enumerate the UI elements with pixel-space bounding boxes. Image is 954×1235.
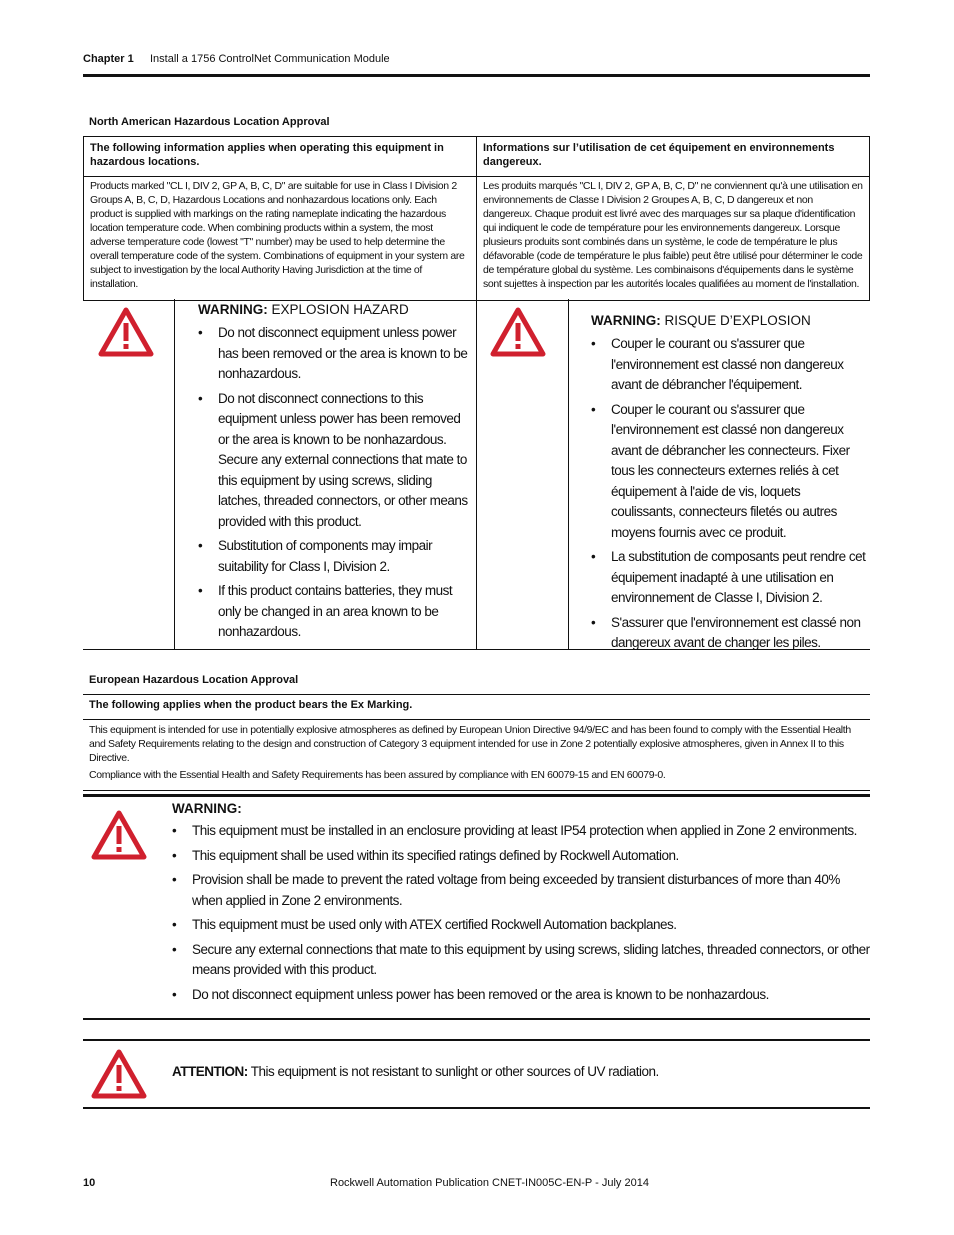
divider xyxy=(174,299,175,649)
attention-block xyxy=(83,1041,870,1108)
warning-subject: EXPLOSION HAZARD xyxy=(267,302,409,317)
warning-title xyxy=(172,801,872,816)
rule xyxy=(83,1018,870,1020)
list-item: • This equipment must be installed in an enclosure providing at least IP54 protection when applied in Zone 2 environments. xyxy=(172,823,857,838)
list-item: • Secure any external connections that mate to this equipment by using screws, sliding latches, threaded connectors, or other means provided with this product. xyxy=(172,941,870,977)
page-header xyxy=(83,53,870,77)
warning-triangle-icon xyxy=(91,810,147,860)
warning-subject: RISQUE D’EXPLOSION xyxy=(660,313,811,328)
warning-triangle-icon xyxy=(490,307,546,357)
warning-label: WARNING: xyxy=(172,801,242,816)
warning-label: WARNING: xyxy=(591,313,661,328)
eu-subheading: The following applies when the product bears the Ex Marking. xyxy=(83,695,870,720)
warning-list xyxy=(198,323,473,643)
warning-triangle-icon xyxy=(91,1049,147,1099)
eu-warning-content xyxy=(172,801,872,1009)
attention-message: This equipment is not resistant to sunlight or other sources of UV radiation. xyxy=(247,1064,659,1079)
list-item: • Couper le courant ou s'assurer que l'environnement est classé non dangereux avant de débrancher l'équipement. xyxy=(591,336,844,392)
list-item: • This equipment shall be used within its specified ratings defined by Rockwell Automation. xyxy=(172,847,679,863)
attention-label: ATTENTION: xyxy=(172,1064,248,1079)
eu-paragraph-2: Compliance with the Essential Health and Safety Requirements has been assured by compliance with EN 60079-15 and EN 60079-0. xyxy=(89,769,666,781)
warning-list xyxy=(591,334,867,654)
list-item: • Couper le courant ou s'assurer que l'environnement est classé non dangereux avant de débrancher les connecteurs. Fixer tous les connecteurs externes reliés à cet équipement à l'aide de vis, loquets coulissants, connecteurs filetés ou autres moyens fournis avec ce produit. xyxy=(591,401,850,540)
divider xyxy=(568,299,569,649)
chapter-title: Install a 1756 ControlNet Communication Module xyxy=(150,53,390,65)
na-fr-header: Informations sur l’utilisation de cet équipement en environnements dangereux. xyxy=(477,137,870,177)
eu-approval-heading: European Hazardous Location Approval xyxy=(89,674,299,686)
page-number: 10 xyxy=(83,1177,96,1189)
na-approval-heading: North American Hazardous Location Approval xyxy=(89,116,330,128)
list-item: • Substitution of components may impair suitability for Class I, Division 2. xyxy=(198,538,433,574)
na-en-header: The following information applies when operating this equipment in hazardous locations. xyxy=(84,137,477,177)
list-item: • La substitution de composants peut rendre cet équipement inadapté à une utilisation en environnement de Classe I, Division 2. xyxy=(591,549,866,605)
na-approval-table xyxy=(83,136,870,301)
list-item: • Do not disconnect equipment unless power has been removed or the area is known to be nonhazardous. xyxy=(172,986,769,1002)
na-fr-warning xyxy=(591,313,867,658)
chapter-label: Chapter 1 xyxy=(83,53,134,65)
list-item: • Do not disconnect equipment unless power has been removed or the area is known to be nonhazardous. xyxy=(198,325,468,381)
list-item: • Provision shall be made to prevent the rated voltage from being exceeded by transient disturbances of more than 40% when applied in Zone 2 environments. xyxy=(172,872,840,908)
list-item: • If this product contains batteries, they must only be changed in an area known to be nonhazardous. xyxy=(198,583,453,639)
divider xyxy=(476,299,477,649)
warning-title xyxy=(591,313,867,328)
na-en-body: Products marked "CL I, DIV 2, GP A, B, C, D" are suitable for use in Class I Division 2 Groups A, B, C, D, Hazardous Locations and nonhazardous locations only. Each product is supplied with markings on the rating nameplate indicating the hazardous location temperature code. When combining products within a system, the most adverse temperature code (lowest "T" number) may be used to help determine the overall temperature code of the system. Combinations of equipment in your system are subject to investigation by the local Authority Having Jurisdiction at the time of installation. xyxy=(84,177,477,301)
warning-title xyxy=(198,302,473,317)
list-item: • Do not disconnect connections to this equipment unless power has been removed or the area is known to be nonhazardous. Secure any external connections that mate to this equipment by using screws, sliding latches, threaded connectors, or other means provided with this product. xyxy=(198,390,468,529)
eu-paragraph-1: This equipment is intended for use in potentially explosive atmospheres as defined by European Union Directive 94/9/EC and has been found to comply with the Essential Health and Safety Requirements relating to the design and construction of Category 3 equipment intended for use in Zone 2 potentially explosive atmospheres, given in Annex II to this Directive. xyxy=(89,724,851,764)
na-en-warning xyxy=(198,302,473,647)
warning-label: WARNING: xyxy=(198,302,268,317)
rule xyxy=(83,1107,870,1109)
eu-approval-block xyxy=(83,694,870,791)
publication-info: Rockwell Automation Publication CNET-IN005C-EN-P - July 2014 xyxy=(330,1177,649,1189)
attention-text xyxy=(172,1064,659,1079)
na-warning-row xyxy=(83,299,870,650)
na-fr-body: Les produits marqués "CL I, DIV 2, GP A, B, C, D" ne conviennent qu'à une utilisation en environnements de Classe I Division 2 Groupes A, B, C, D dangereux et non dangereux. Chaque produit est livré avec des marquages sur sa plaque d'identification qui indiquent le code de température pour les environnements dangereux. Lorsque plusieurs produits sont combinés dans un système, le code de température le plus défavorable (code de température le plus faible) peut être utilisé pour déterminer le code de température global du système. Les combinaisons d'équipements dans le système sont sujettes à inspection par les autorités locales qualifiées au moment de l'installation. xyxy=(477,177,870,301)
list-item: • S'assurer que l'environnement est classé non dangereux avant de changer les piles. xyxy=(591,614,861,650)
warning-list xyxy=(172,821,872,1005)
eu-warning-block xyxy=(83,797,870,1019)
warning-triangle-icon xyxy=(98,307,154,357)
list-item: • This equipment must be used only with ATEX certified Rockwell Automation backplanes. xyxy=(172,917,677,932)
